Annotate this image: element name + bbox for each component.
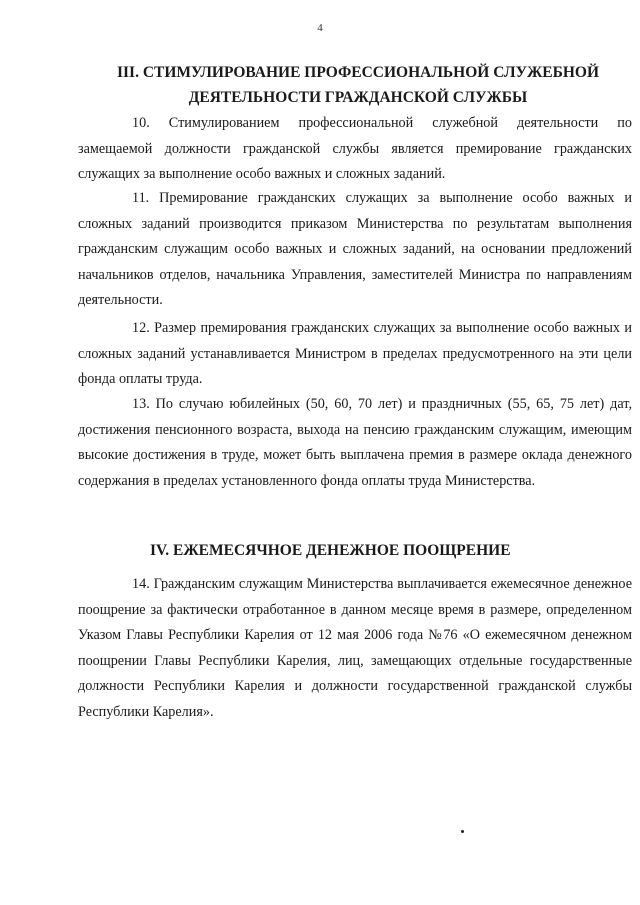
section-4-heading: IV. ЕЖЕМЕСЯЧНОЕ ДЕНЕЖНОЕ ПООЩРЕНИЕ (150, 542, 511, 559)
section-3-heading: III. СТИМУЛИРОВАНИЕ ПРОФЕССИОНАЛЬНОЙ СЛУЖЕБНОЙ ДЕЯТЕЛЬНОСТИ ГРАЖДАНСКОЙ СЛУЖБЫ (116, 64, 600, 106)
paragraph-12: 12. Размер премирования гражданских служащих за выполнение особо важных и сложных заданий устанавливается Министром в пределах предусмотренного на эти цели фонда оплаты труда. (78, 320, 632, 388)
paragraph-13: 13. По случаю юбилейных (50, 60, 70 лет) и праздничных (55, 65, 75 лет) дат, достижения пенсионного возраста, выхода на пенсию гражданским служащим, имеющим высокие достижения в труде, может быть выплачена премия в размере оклада денежного содержания в пределах установленного фонда оплаты труда Министерства. (78, 396, 632, 489)
paragraph-11: 11. Премирование гражданских служащих за выполнение особо важных и сложных заданий производится приказом Министерства по результатам выполнения гражданским служащим особо важных и сложных заданий, на основании предложений начальников отделов, начальника Управления, заместителей Министра по направлениям деятельности. (78, 190, 632, 309)
paragraph-14: 14. Гражданским служащим Министерства выплачивается ежемесячное денежное поощрение за фактически отработанное в данном месяце время в размере, определенном Указом Главы Республики Карелия от 12 мая 2006 года №76 «О ежемесячном денежном поощрении Главы Республики Карелия, лиц, замещающих отдельные государственные должности Республики Карелия и должности государственной гражданской службы Республики Карелия». (78, 576, 632, 720)
paragraph-10: 10. Стимулированием профессиональной служебной деятельности по замещаемой должности гражданской службы является премирование гражданских служащих за выполнение особо важных и сложных заданий. (78, 115, 632, 183)
page-number: 4 (317, 22, 323, 34)
scan-speck (461, 830, 464, 833)
